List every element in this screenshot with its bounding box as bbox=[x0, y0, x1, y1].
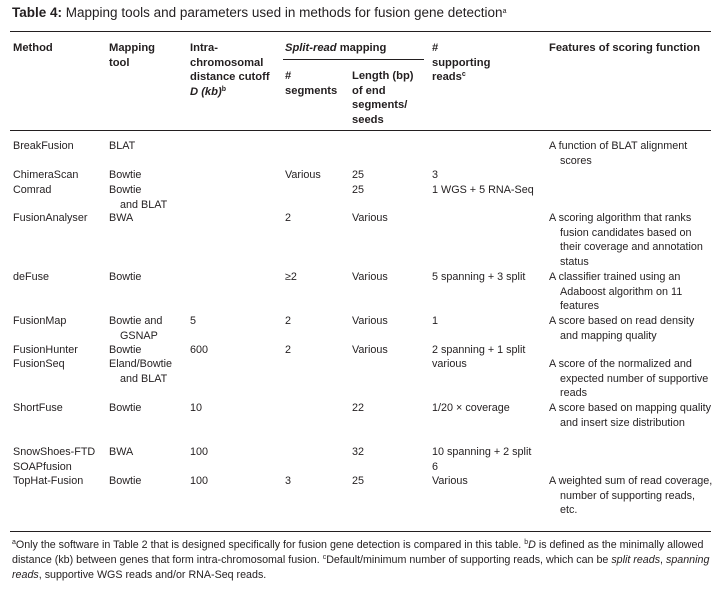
cell-mapping-tool-line: BLAT bbox=[109, 140, 136, 152]
cell-length: 25 bbox=[352, 169, 365, 181]
header-method: Method bbox=[13, 42, 53, 54]
cell-distance-cutoff: 100 bbox=[190, 446, 209, 458]
cell-supporting-reads: 1/20 × coverage bbox=[432, 402, 510, 414]
header-length: Length (bp) of end segments/ seeds bbox=[352, 70, 414, 126]
cell-features: A score of the normalized and expected number of supportive reads bbox=[549, 358, 709, 400]
header-mapping-tool: Mapping tool bbox=[109, 42, 155, 69]
cell-distance-cutoff: 100 bbox=[190, 475, 209, 487]
cell-length: Various bbox=[352, 344, 388, 356]
cell-length: Various bbox=[352, 315, 388, 327]
cell-length: Various bbox=[352, 271, 388, 283]
cell-supporting-reads: 2 spanning + 1 split bbox=[432, 344, 526, 356]
table-title-label: Table 4: bbox=[12, 5, 63, 20]
cell-distance-cutoff: 600 bbox=[190, 344, 209, 356]
cell-method: deFuse bbox=[13, 271, 50, 283]
cell-distance-cutoff: 5 bbox=[190, 315, 197, 327]
cell-mapping-tool-line: BWA bbox=[109, 446, 134, 458]
cell-method: FusionMap bbox=[13, 315, 67, 327]
cell-method: FusionSeq bbox=[13, 358, 65, 370]
header-rule bbox=[10, 130, 711, 131]
cell-segments: 2 bbox=[285, 212, 292, 224]
cell-features: A score based on read density and mapping quality bbox=[549, 315, 695, 342]
cell-supporting-reads: 1 WGS + 5 RNA-Seq bbox=[432, 184, 534, 196]
header-segments: # segments bbox=[285, 70, 338, 97]
header-supporting-reads: # supporting reads$^c$ bbox=[432, 42, 491, 83]
cell-features: A weighted sum of read coverage, number of supporting reads, etc. bbox=[549, 475, 713, 517]
cell-features: A score based on mapping quality and insert size distribution bbox=[549, 402, 712, 429]
cell-mapping-tool-line: Bowtie bbox=[109, 184, 142, 196]
cell-supporting-reads: various bbox=[432, 358, 467, 370]
cell-length: 25 bbox=[352, 475, 365, 487]
cell-method: SOAPfusion bbox=[13, 461, 72, 473]
cell-segments: 2 bbox=[285, 344, 292, 356]
cell-method: FusionHunter bbox=[13, 344, 78, 356]
table-title-text: Mapping tools and parameters used in methods for fusion gene detection bbox=[65, 5, 503, 20]
cell-method: Comrad bbox=[13, 184, 52, 196]
cell-supporting-reads: 1 bbox=[432, 315, 439, 327]
cell-method: ChimeraScan bbox=[13, 169, 79, 181]
cell-mapping-tool-line: Bowtie and bbox=[109, 315, 163, 327]
cell-length: 32 bbox=[352, 446, 365, 458]
header-features: Features of scoring function bbox=[549, 42, 701, 54]
cell-mapping-tool bbox=[109, 474, 141, 489]
cell-mapping-tool-line: and BLAT bbox=[120, 198, 168, 211]
cell-mapping-tool bbox=[109, 183, 167, 212]
cell-mapping-tool-line: Bowtie bbox=[109, 344, 142, 356]
cell-mapping-tool bbox=[109, 314, 162, 343]
cell-segments: Various bbox=[285, 169, 321, 181]
cell-mapping-tool bbox=[109, 168, 141, 183]
cell-mapping-tool-line: Eland/Bowtie bbox=[109, 358, 173, 370]
bottom-rule bbox=[10, 531, 711, 532]
table-footnote: $^a$Only the software in Table 2 that is designed specifically for fusion gene detection is compared in this table. $^b$D is defined as the minimally allowed distance (kb) between genes that form intra-chromosomal fusion. $^c$Default/minimum number of supporting reads, which can be split reads, spanning reads, supportive WGS reads and/or RNA-Seq reads. bbox=[12, 539, 710, 581]
top-rule bbox=[10, 31, 711, 32]
cell-supporting-reads: 5 spanning + 3 split bbox=[432, 271, 526, 283]
cell-length: Various bbox=[352, 212, 388, 224]
cell-method: TopHat-Fusion bbox=[13, 475, 84, 487]
cell-mapping-tool bbox=[109, 343, 141, 358]
cell-mapping-tool bbox=[109, 211, 133, 226]
header-distance-cutoff: Intra- chromosomal distance cutoff D (kb)$^b$ bbox=[190, 42, 270, 98]
cell-supporting-reads: 6 bbox=[432, 461, 439, 473]
cell-mapping-tool-line: and BLAT bbox=[120, 372, 168, 385]
cell-method: ShortFuse bbox=[13, 402, 63, 414]
cell-method: FusionAnalyser bbox=[13, 212, 88, 224]
cell-mapping-tool bbox=[109, 357, 172, 386]
cell-mapping-tool-line: BWA bbox=[109, 212, 134, 224]
cell-mapping-tool-line: Bowtie bbox=[109, 271, 142, 283]
cell-distance-cutoff: 10 bbox=[190, 402, 203, 414]
cell-length: 25 bbox=[352, 184, 365, 196]
cell-supporting-reads: 10 spanning + 2 split bbox=[432, 446, 532, 458]
cell-mapping-tool bbox=[109, 401, 141, 416]
cell-mapping-tool-line: Bowtie bbox=[109, 475, 142, 487]
cell-length: 22 bbox=[352, 402, 365, 414]
cell-method: BreakFusion bbox=[13, 140, 74, 152]
cell-features: A scoring algorithm that ranks fusion candidates based on their coverage and annotation status bbox=[549, 212, 703, 268]
cell-supporting-reads: Various bbox=[432, 475, 468, 487]
cell-mapping-tool-line: Bowtie bbox=[109, 402, 142, 414]
cell-segments: 2 bbox=[285, 315, 292, 327]
cell-segments: 3 bbox=[285, 475, 292, 487]
cell-mapping-tool bbox=[109, 270, 141, 285]
cell-segments: ≥2 bbox=[285, 271, 297, 283]
cell-mapping-tool-line: GSNAP bbox=[120, 329, 158, 342]
header-split-read-mapping: Split-read mapping bbox=[285, 42, 387, 54]
split-read-rule bbox=[283, 59, 424, 60]
cell-features: A function of BLAT alignment scores bbox=[549, 140, 688, 167]
cell-features: A classifier trained using an Adaboost algorithm on 11 features bbox=[549, 271, 683, 313]
table-title bbox=[12, 5, 506, 20]
cell-supporting-reads: 3 bbox=[432, 169, 439, 181]
cell-method: SnowShoes-FTD bbox=[13, 446, 96, 458]
cell-mapping-tool bbox=[109, 445, 133, 460]
cell-mapping-tool bbox=[109, 139, 135, 154]
cell-mapping-tool-line: Bowtie bbox=[109, 169, 142, 181]
table-title-footnote-mark: a bbox=[502, 8, 507, 15]
